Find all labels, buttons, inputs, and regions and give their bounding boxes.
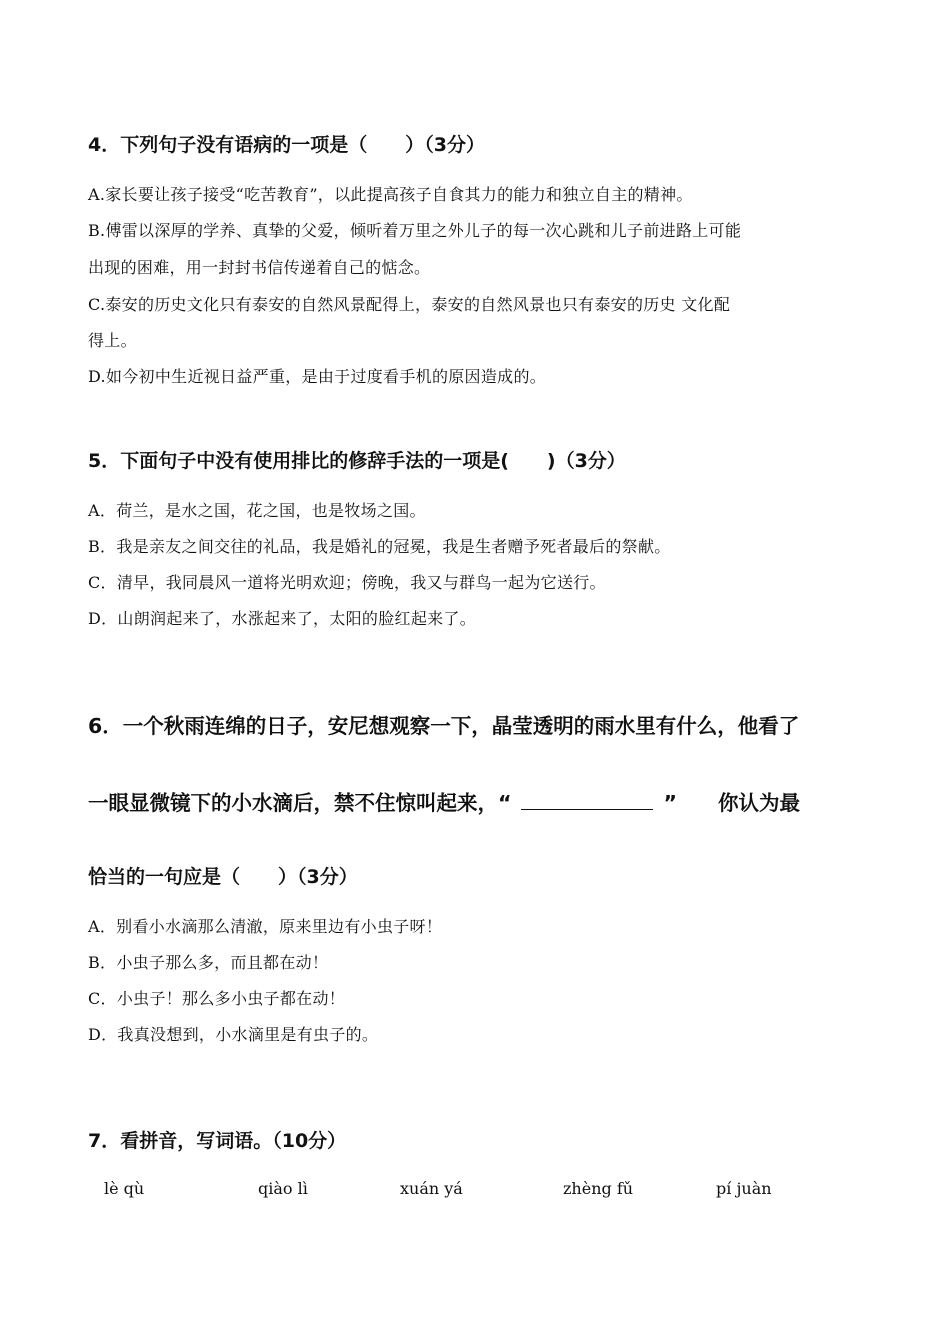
question-7-title: 7．看拼音，写词语。（10分） [88,1130,347,1152]
q6-option-c: C．小虫子！那么多小虫子都在动！ [88,989,346,1008]
question-6-line3: 恰当的一句应是（ ）（3分） [88,866,358,888]
q6-option-b: B．小虫子那么多，而且都在动！ [88,953,329,972]
question-6-line1: 6．一个秋雨连绵的日子，安尼想观察一下，晶莹透明的雨水里有什么，他看了 [88,714,800,738]
q5-option-d: D．山朗润起来了，水涨起来了，太阳的脸红起来了。 [88,609,477,628]
q4-option-b-line2: 出现的困难，用一封封书信传递着自己的惦念。 [88,258,431,277]
q4-option-d: D.如今初中生近视日益严重，是由于过度看手机的原因造成的。 [88,367,547,386]
q5-option-b: B．我是亲友之间交往的礼品，我是婚礼的冠冕，我是生者赠予死者最后的祭献。 [88,537,671,556]
question-6-line2-end: ” 你认为最 [663,791,800,815]
pinyin-item: lè qù [104,1179,145,1198]
question-6-line2 [88,786,800,816]
question-4-title: 4．下列句子没有语病的一项是（ ）（3分） [88,134,485,156]
pinyin-item: pí juàn [716,1179,772,1198]
q4-option-a: A.家长要让孩子接受“吃苦教育”，以此提高孩子自食其力的能力和独立自主的精神。 [88,185,693,204]
q5-option-a: A．荷兰，是水之国，花之国，也是牧场之国。 [88,501,426,520]
answer-blank [521,791,653,810]
question-6-line2-start: 一眼显微镜下的小水滴后，禁不住惊叫起来，“ [88,791,512,815]
pinyin-item: xuán yá [400,1179,463,1198]
q5-option-c: C．清早，我同晨风一道将光明欢迎；傍晚，我又与群鸟一起为它送行。 [88,573,606,592]
pinyin-item: qiào lì [258,1179,308,1198]
question-5-title: 5．下面句子中没有使用排比的修辞手法的一项是( )（3分） [88,450,626,472]
q4-option-b-line1: B.傅雷以深厚的学养、真挚的父爱，倾听着万里之外儿子的每一次心跳和儿子前进路上可能 [88,221,742,240]
q6-option-a: A．别看小水滴那么清澈，原来里边有小虫子呀！ [88,917,443,936]
q6-option-d: D．我真没想到，小水滴里是有虫子的。 [88,1025,379,1044]
q4-option-c-line1: C.泰安的历史文化只有泰安的自然风景配得上，泰安的自然风景也只有泰安的历史 文化配 [88,295,731,314]
q4-option-c-line2: 得上。 [88,331,137,350]
pinyin-item: zhèng fǔ [563,1179,634,1198]
